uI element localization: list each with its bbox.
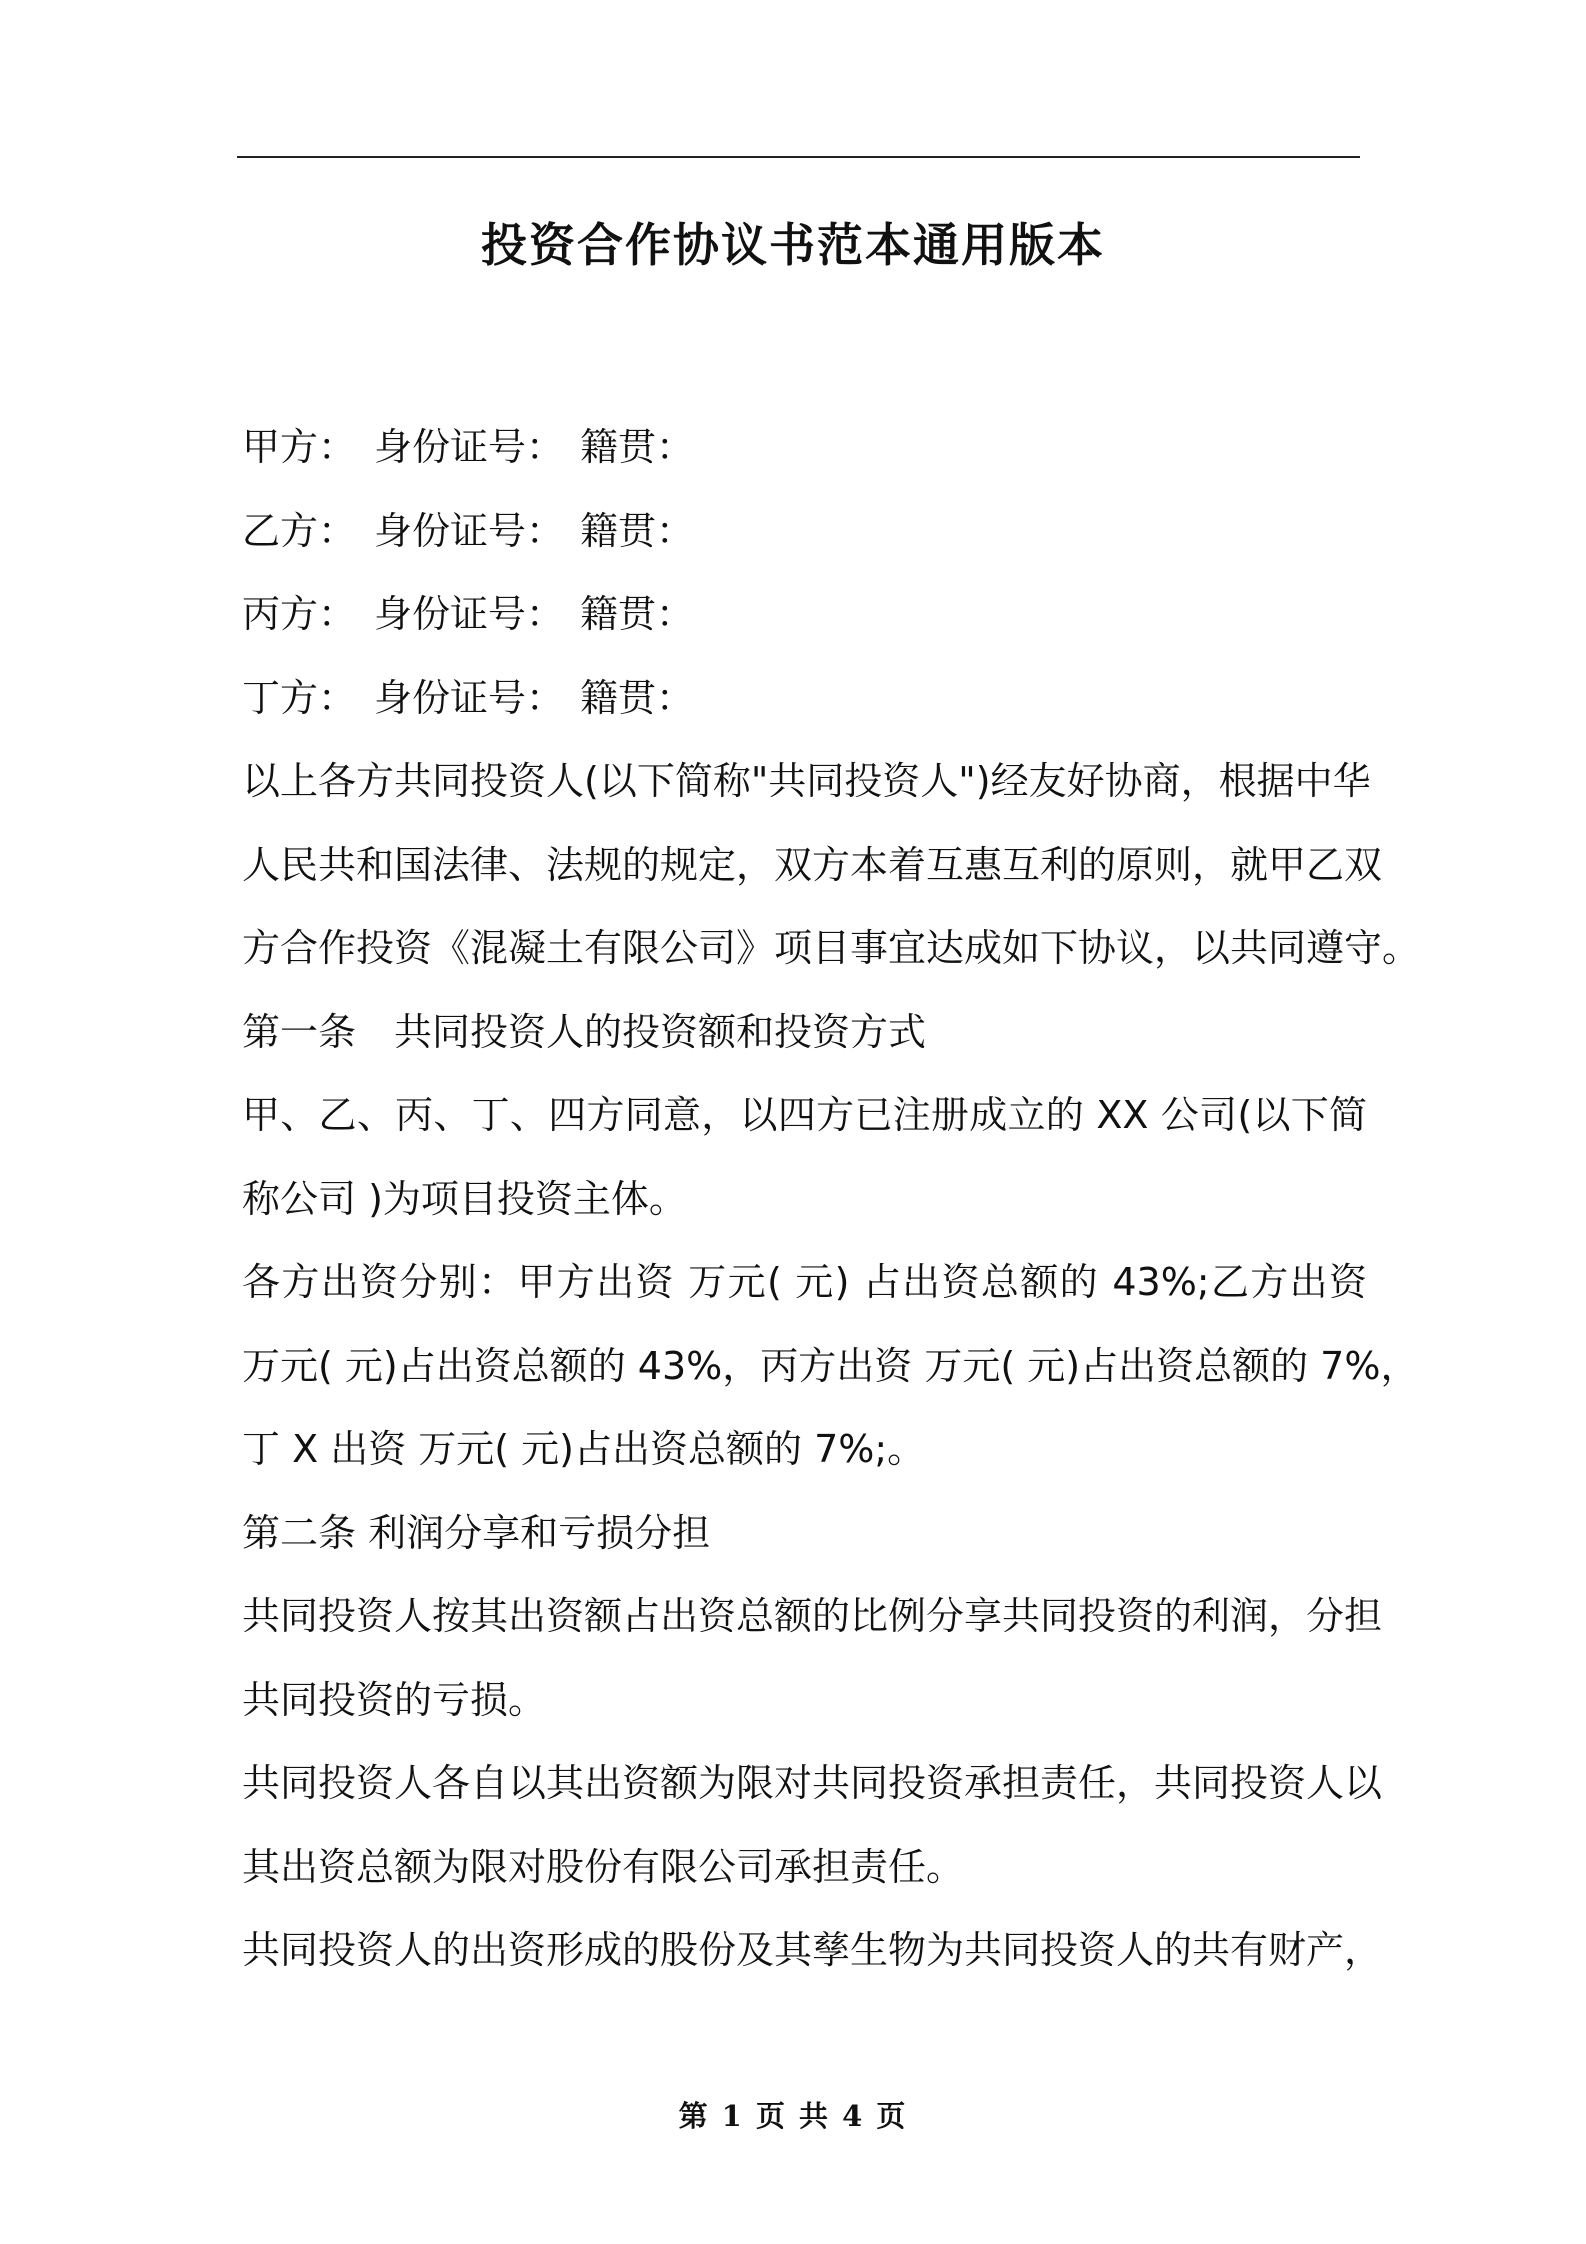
preamble-line: 方合作投资《混凝土有限公司》项目事宜达成如下协议，以共同遵守。 xyxy=(242,926,1421,970)
party-line-ding xyxy=(242,657,1367,741)
paragraph-line: 甲、乙、丙、丁、四方同意，以四方已注册成立的 XX 公司(以下简 xyxy=(242,1093,1367,1137)
paragraph-line: 共同投资人各自以其出资额为限对共同投资承担责任，共同投资人以 xyxy=(242,1761,1383,1805)
paragraph-line: 共同投资的亏损。 xyxy=(242,1677,547,1722)
document-title: 投资合作协议书范本通用版本 xyxy=(481,218,1105,272)
party-label: 丙方： xyxy=(242,592,357,636)
document-body xyxy=(242,406,1421,1993)
party-line-bing xyxy=(242,573,1367,657)
header-rule xyxy=(237,156,1360,158)
party-label: 丁方： xyxy=(242,675,357,720)
party-line-yi xyxy=(242,490,1367,574)
id-number-label: 身份证号： xyxy=(374,675,565,720)
native-place-label: 籍贯： xyxy=(580,508,695,553)
id-number-label: 身份证号： xyxy=(374,425,565,469)
native-place-label: 籍贯： xyxy=(580,425,695,469)
paragraph-line: 称公司 )为项目投资主体。 xyxy=(242,1176,687,1221)
page-number-footer: 第 1 页 共 4 页 xyxy=(678,2099,908,2133)
paragraph-line: 万元( 元)占出资总额的 43%，丙方出资 万元( 元)占出资总额的 7%， xyxy=(242,1343,1419,1388)
paragraph-line: 共同投资人按其出资额占出资总额的比例分享共同投资的利润，分担 xyxy=(242,1594,1383,1638)
paragraph-line: 各方出资分别：甲方出资 万元( 元) 占出资总额的 43%;乙方出资 xyxy=(242,1260,1367,1304)
id-number-label: 身份证号： xyxy=(374,508,565,553)
paragraph-line: 共同投资人的出资形成的股份及其孳生物为共同投资人的共有财产， xyxy=(242,1928,1383,1972)
native-place-label: 籍贯： xyxy=(580,592,695,636)
native-place-label: 籍贯： xyxy=(580,675,695,720)
id-number-label: 身份证号： xyxy=(374,592,565,636)
preamble-line: 以上各方共同投资人(以下简称"共同投资人")经友好协商，根据中华 xyxy=(242,759,1371,803)
party-label: 乙方： xyxy=(242,508,357,553)
preamble-line: 人民共和国法律、法规的规定，双方本着互惠互利的原则，就甲乙双 xyxy=(242,842,1383,887)
paragraph-line: 其出资总额为限对股份有限公司承担责任。 xyxy=(242,1844,965,1889)
paragraph-line: 丁 X 出资 万元( 元)占出资总额的 7%;。 xyxy=(242,1427,926,1471)
party-label: 甲方： xyxy=(242,425,357,469)
article-heading: 第一条 共同投资人的投资额和投资方式 xyxy=(242,1009,927,1054)
party-line-jia xyxy=(242,406,1367,490)
article-heading: 第二条 利润分享和亏损分担 xyxy=(242,1510,711,1555)
